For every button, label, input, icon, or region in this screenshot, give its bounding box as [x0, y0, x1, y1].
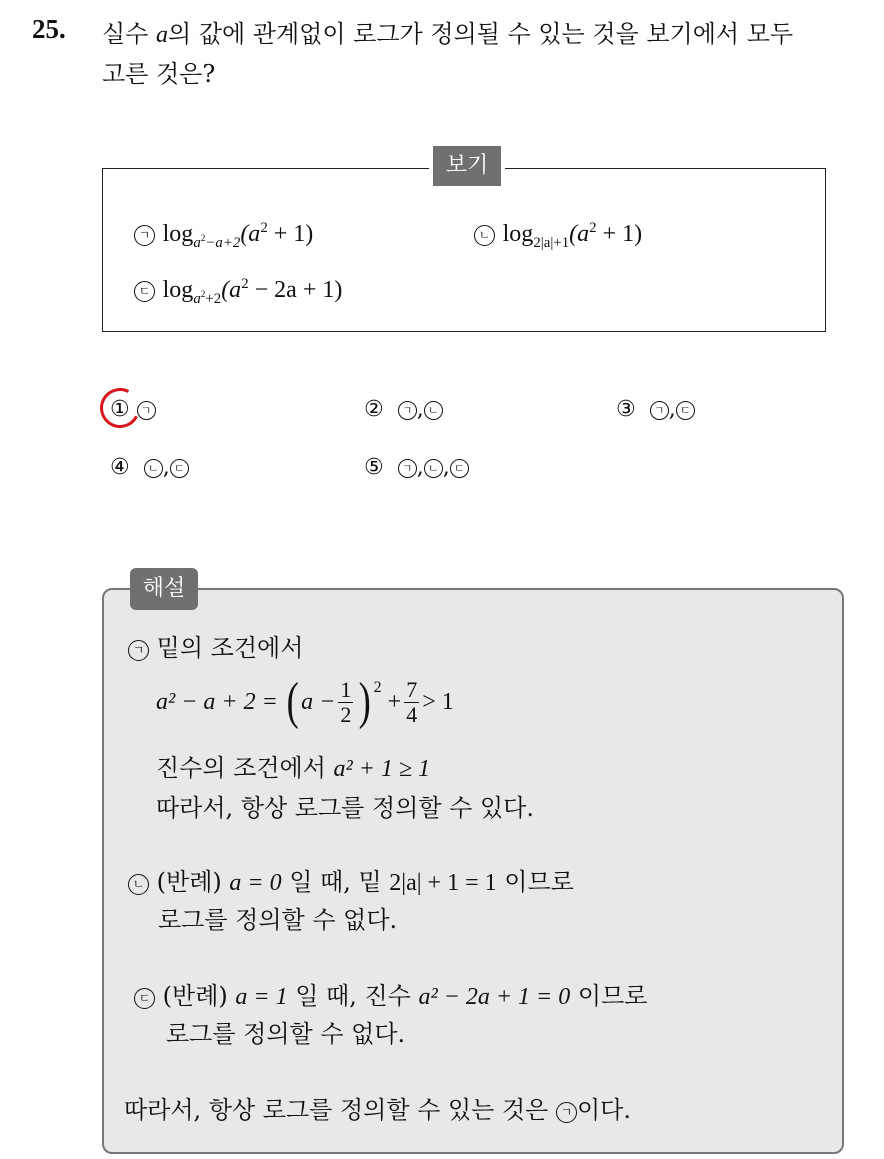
choice-3[interactable]: ③ ㄱ , ㄷ — [616, 397, 695, 422]
solution-1-heading: ㄱ 밑의 조건에서 — [128, 628, 303, 663]
bogi-item-1: ㄱ $\log_{a^2-a+2}(a^2 + 1)$ — [134, 219, 313, 248]
circled-giyeok-icon: ㄱ — [128, 640, 149, 661]
solution-2-line1: ㄴ (반례) a = 0 일 때, 밑 2|a| + 1 = 1 이므로 — [128, 862, 574, 897]
circled-nieun-icon: ㄴ — [424, 459, 443, 478]
question-text-line2: 고른 것은? — [102, 60, 216, 88]
choice-4[interactable]: ④ ㄴ , ㄷ — [110, 455, 189, 480]
bogi-title: 보기 — [429, 146, 505, 186]
solution-3-line2: 로그를 정의할 수 없다. — [166, 1020, 406, 1048]
circled-digeut-icon: ㄷ — [450, 459, 469, 478]
choice-5[interactable]: ⑤ ㄱ , ㄴ , ㄷ — [364, 455, 469, 480]
fraction-seven-fourths: $\frac{7}{4}$ — [406, 676, 418, 727]
solution-conclusion: 따라서, 항상 로그를 정의할 수 있는 것은 ㄱ 이다. — [124, 1096, 631, 1124]
choice-2[interactable]: ② ㄱ , ㄴ — [364, 397, 443, 422]
circled-nieun-icon: ㄴ — [474, 225, 495, 246]
fraction-one-half: $\frac{1}{2}$ — [340, 676, 352, 727]
circled-nieun-icon: ㄴ — [144, 459, 163, 478]
question-text-line1: 실수 a의 값에 관계없이 로그가 정의될 수 있는 것을 보기에서 모두 — [102, 20, 794, 48]
solution-1-line3: 진수의 조건에서 a² + 1 ≥ 1 — [156, 754, 431, 782]
circled-giyeok-icon: ㄱ — [137, 401, 156, 420]
circled-digeut-icon: ㄷ — [134, 988, 155, 1009]
circled-giyeok-icon: ㄱ — [398, 401, 417, 420]
bogi-item-3: ㄷ $\log_{a^2+2}(a^2 - 2a + 1)$ — [134, 275, 342, 304]
circled-digeut-icon: ㄷ — [134, 281, 155, 302]
circled-digeut-icon: ㄷ — [676, 401, 695, 420]
choice-1[interactable]: ① ㄱ — [110, 397, 156, 422]
solution-2-line2: 로그를 정의할 수 없다. — [158, 906, 398, 934]
circled-giyeok-icon: ㄱ — [650, 401, 669, 420]
circled-giyeok-icon: ㄱ — [398, 459, 417, 478]
circled-giyeok-icon: ㄱ — [556, 1102, 577, 1123]
solution-1-equation: a² − a + 2 = ( a − $\frac{1}{2}$ ) $^2$ + $\frac{7}{4}$ > 1 — [156, 673, 454, 730]
circled-nieun-icon: ㄴ — [424, 401, 443, 420]
circled-digeut-icon: ㄷ — [170, 459, 189, 478]
circled-giyeok-icon: ㄱ — [134, 225, 155, 246]
bogi-item-2: ㄴ $\log_{2|a|+1}(a^2 + 1)$ — [474, 219, 642, 248]
solution-title: 해설 — [130, 568, 198, 610]
circled-nieun-icon: ㄴ — [128, 874, 149, 895]
question-number: 25. — [32, 14, 66, 44]
solution-1-line4: 따라서, 항상 로그를 정의할 수 있다. — [156, 794, 534, 822]
solution-3-line1: ㄷ (반례) a = 1 일 때, 진수 a² − 2a + 1 = 0 이므로 — [134, 976, 647, 1011]
